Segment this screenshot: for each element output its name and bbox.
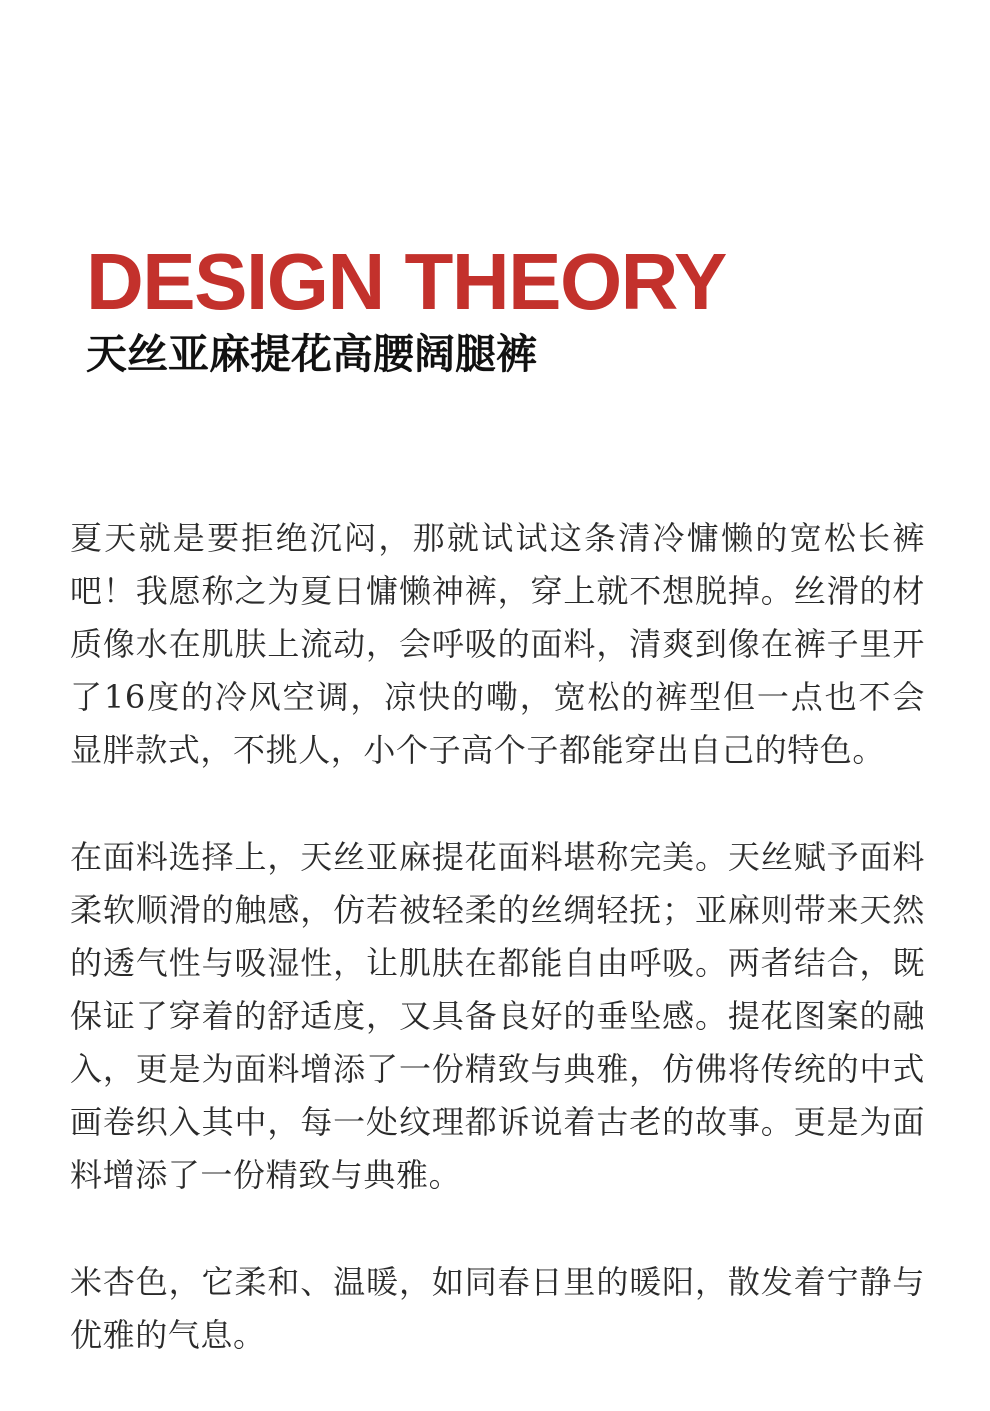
page-header: [86, 238, 930, 380]
title-english: DESIGN THEORY: [86, 237, 726, 326]
paragraph-intro: 夏天就是要拒绝沉闷，那就试试这条清冷慵懒的宽松长裤吧！我愿称之为夏日慵懒神裤，穿上就不想脱掉。丝滑的材质像水在肌肤上流动，会呼吸的面料，清爽到像在裤子里开了16度的冷风空调，凉快的嘞，宽松的裤型但一点也不会显胖款式，不挑人，小个子高个子都能穿出自己的特色。: [70, 519, 925, 769]
description-body: [70, 512, 925, 1362]
title-chinese: 天丝亚麻提花高腰阔腿裤: [86, 330, 537, 378]
paragraph-fabric: 在面料选择上，天丝亚麻提花面料堪称完美。天丝赋予面料柔软顺滑的触感，仿若被轻柔的丝绸轻抚；亚麻则带来天然的透气性与吸湿性，让肌肤在都能自由呼吸。两者结合，既保证了穿着的舒适度，又具备良好的垂坠感。提花图案的融入，更是为面料增添了一份精致与典雅，仿佛将传统的中式画卷织入其中，每一处纹理都诉说着古老的故事。更是为面料增添了一份精致与典雅。: [70, 838, 925, 1194]
paragraph-color: 米杏色，它柔和、温暖，如同春日里的暖阳，散发着宁静与优雅的气息。: [70, 1263, 925, 1354]
